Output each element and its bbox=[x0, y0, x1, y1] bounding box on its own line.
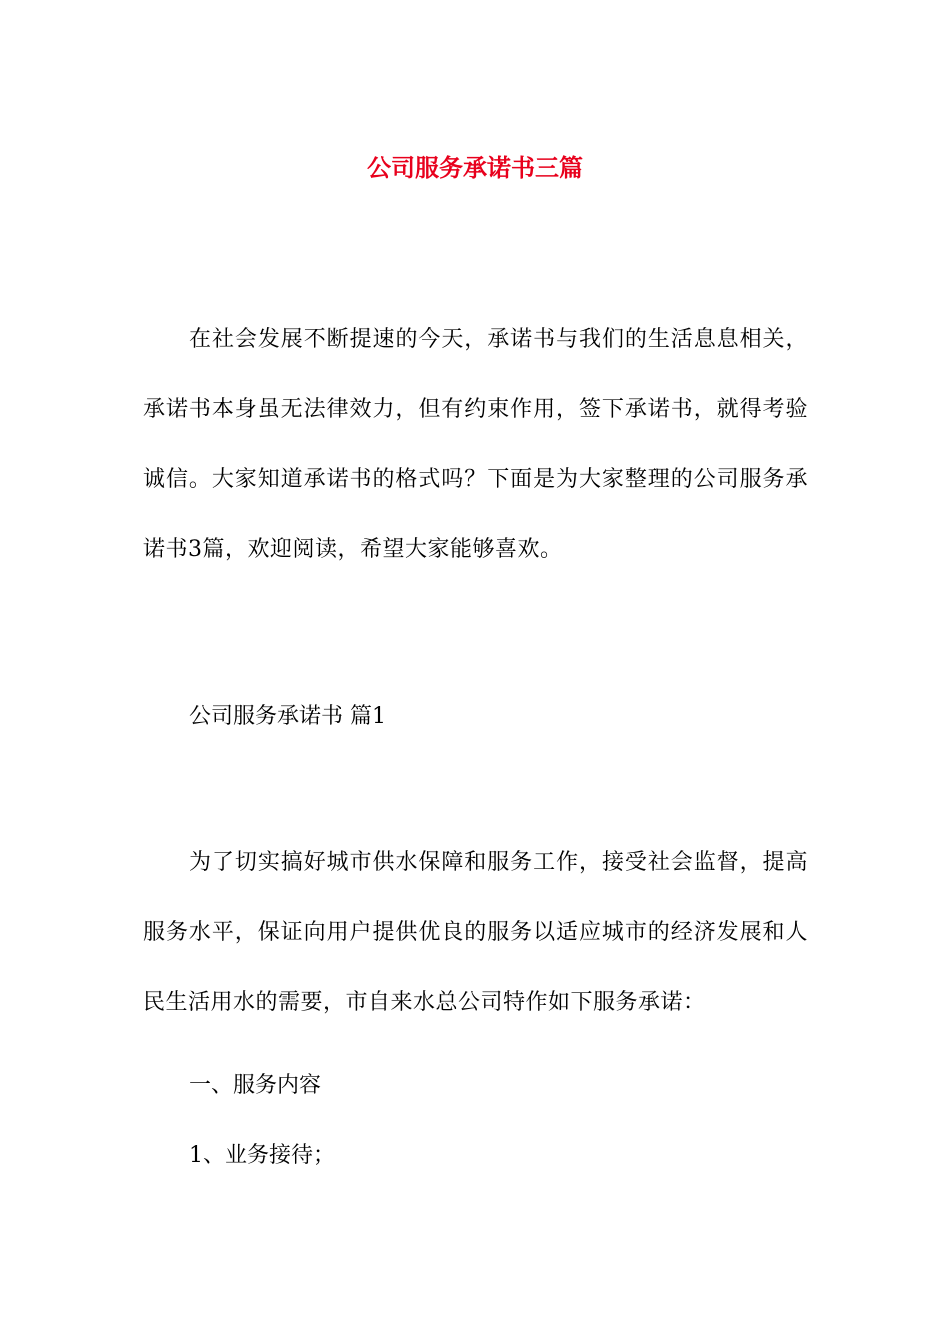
section-heading: 公司服务承诺书 篇1 bbox=[189, 704, 386, 729]
body-paragraph: 为了切实搞好城市供水保障和服务工作，接受社会监督，提高服务水平，保证向用户提供优良的服务以适应城市的经济发展和人民生活用水的需要，市自来水总公司特作如下服务承诺： bbox=[143, 850, 808, 1015]
list-item: 1、业务接待； bbox=[189, 1143, 335, 1168]
intro-paragraph: 在社会发展不断提速的今天，承诺书与我们的生活息息相关，承诺书本身虽无法律效力，但有约束作用，签下承诺书，就得考验诚信。大家知道承诺书的格式吗？下面是为大家整理的公司服务承诺书3篇，欢迎阅读，希望大家能够喜欢。 bbox=[143, 327, 808, 562]
outline-heading: 一、服务内容 bbox=[189, 1073, 322, 1098]
page-title: 公司服务承诺书三篇 bbox=[367, 153, 583, 183]
